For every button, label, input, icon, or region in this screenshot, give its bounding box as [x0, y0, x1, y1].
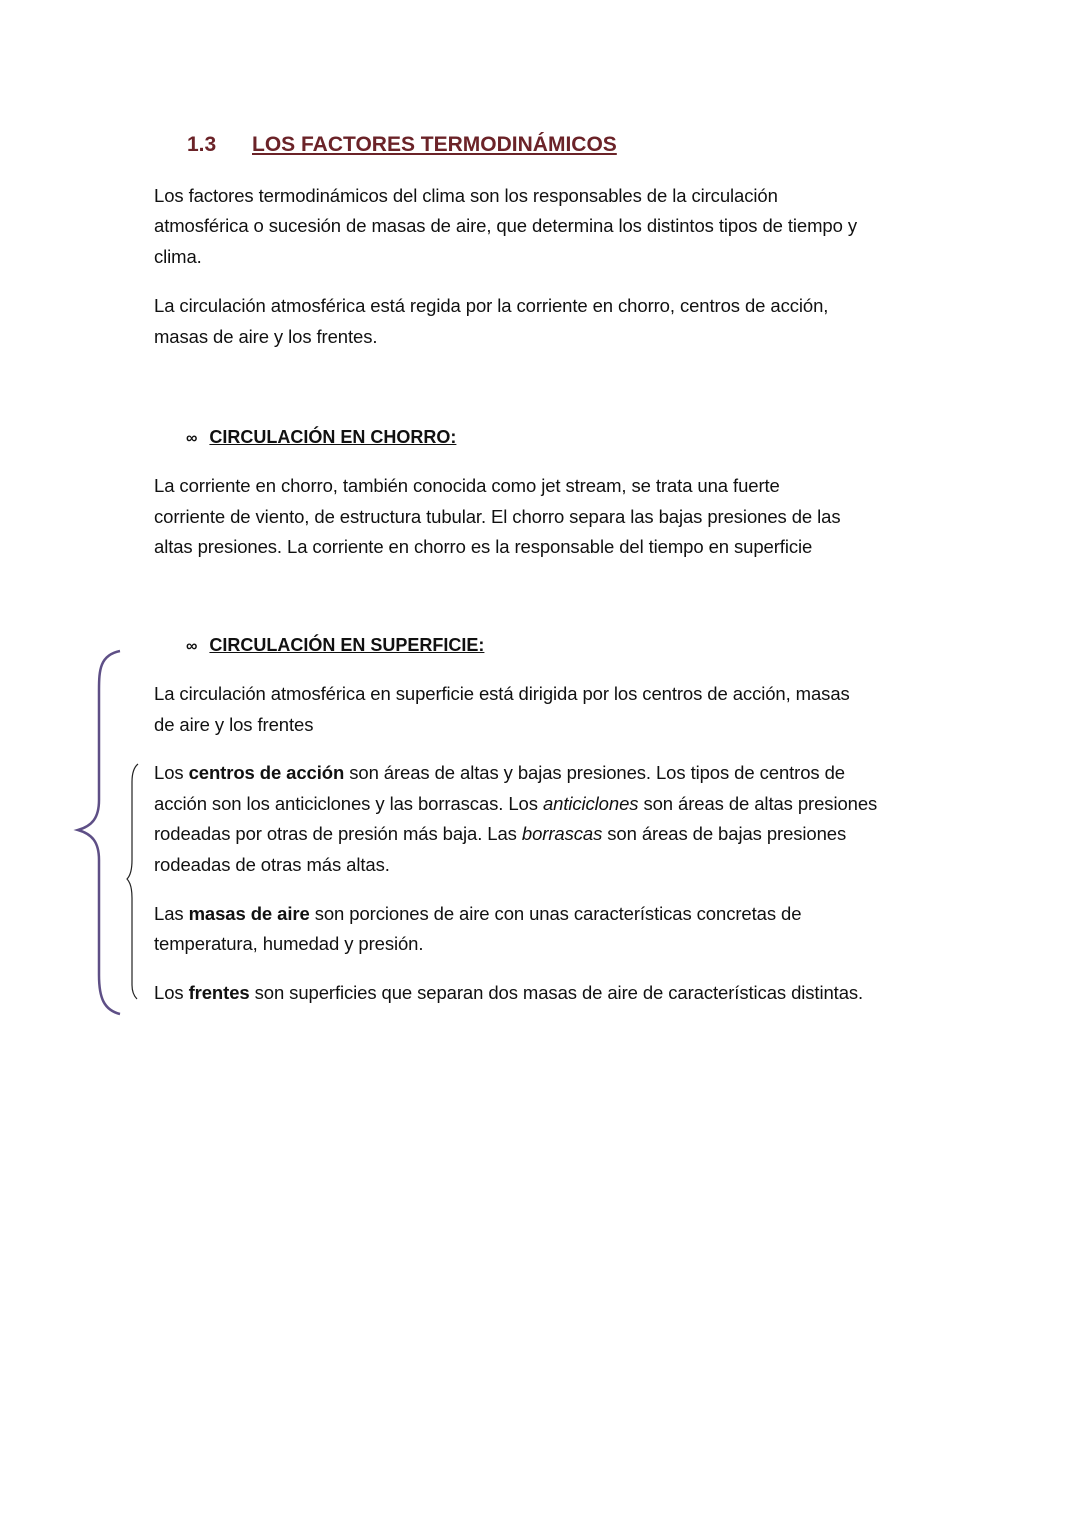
paragraph-line: altas presiones. La corriente en chorro es la responsable del tiempo en superficie	[154, 536, 813, 557]
bold-term: frentes	[188, 982, 250, 1003]
text: Las	[154, 903, 189, 924]
subheading-text: CIRCULACIÓN EN SUPERFICIE:	[209, 635, 485, 655]
paragraph-line: clima.	[154, 246, 202, 267]
paragraph-line: corriente de viento, de estructura tubular. El chorro separa las bajas presiones de las	[154, 506, 841, 527]
text: son porciones de aire con unas características concretas de	[309, 903, 802, 924]
text: son superficies que separan dos masas de aire de características distintas.	[249, 982, 864, 1003]
large-brace-icon	[78, 651, 120, 1014]
bold-term: masas de aire	[188, 903, 310, 924]
text: son áreas de altas presiones	[638, 793, 878, 814]
text: Los	[154, 982, 189, 1003]
infinity-bullet-icon: ∞	[186, 638, 198, 655]
text: son áreas de altas y bajas presiones. Los tipos de centros de	[344, 762, 845, 783]
paragraph-line: La corriente en chorro, también conocida como jet stream, se trata una fuerte	[154, 475, 780, 496]
paragraph-line: rodeadas de otras más altas.	[154, 854, 390, 875]
section-number: 1.3	[187, 133, 217, 156]
paragraph-line: masas de aire y los frentes.	[154, 326, 378, 347]
text: acción son los anticiclones y las borrascas. Los	[154, 793, 543, 814]
paragraph-line: temperatura, humedad y presión.	[154, 933, 424, 954]
bold-term: centros de acción	[188, 762, 345, 783]
paragraph-line: La circulación atmosférica en superficie está dirigida por los centros de acción, masas	[154, 683, 850, 704]
paragraph-line: La circulación atmosférica está regida por la corriente en chorro, centros de acción,	[154, 295, 829, 316]
text: rodeadas por otras de presión más baja. Las	[154, 823, 522, 844]
small-brace-icon	[127, 764, 138, 999]
section-title: LOS FACTORES TERMODINÁMICOS	[252, 133, 617, 156]
infinity-bullet-icon: ∞	[186, 430, 198, 447]
paragraph-line: Los factores termodinámicos del clima son los responsables de la circulación	[154, 185, 778, 206]
paragraph-line: de aire y los frentes	[154, 714, 314, 735]
italic-term: borrascas	[521, 823, 603, 844]
text: son áreas de bajas presiones	[602, 823, 847, 844]
subheading-text: CIRCULACIÓN EN CHORRO:	[209, 427, 457, 447]
text: Los	[154, 762, 189, 783]
paragraph-line: atmosférica o sucesión de masas de aire, que determina los distintos tipos de tiempo y	[154, 215, 857, 236]
italic-term: anticiclones	[542, 793, 639, 814]
